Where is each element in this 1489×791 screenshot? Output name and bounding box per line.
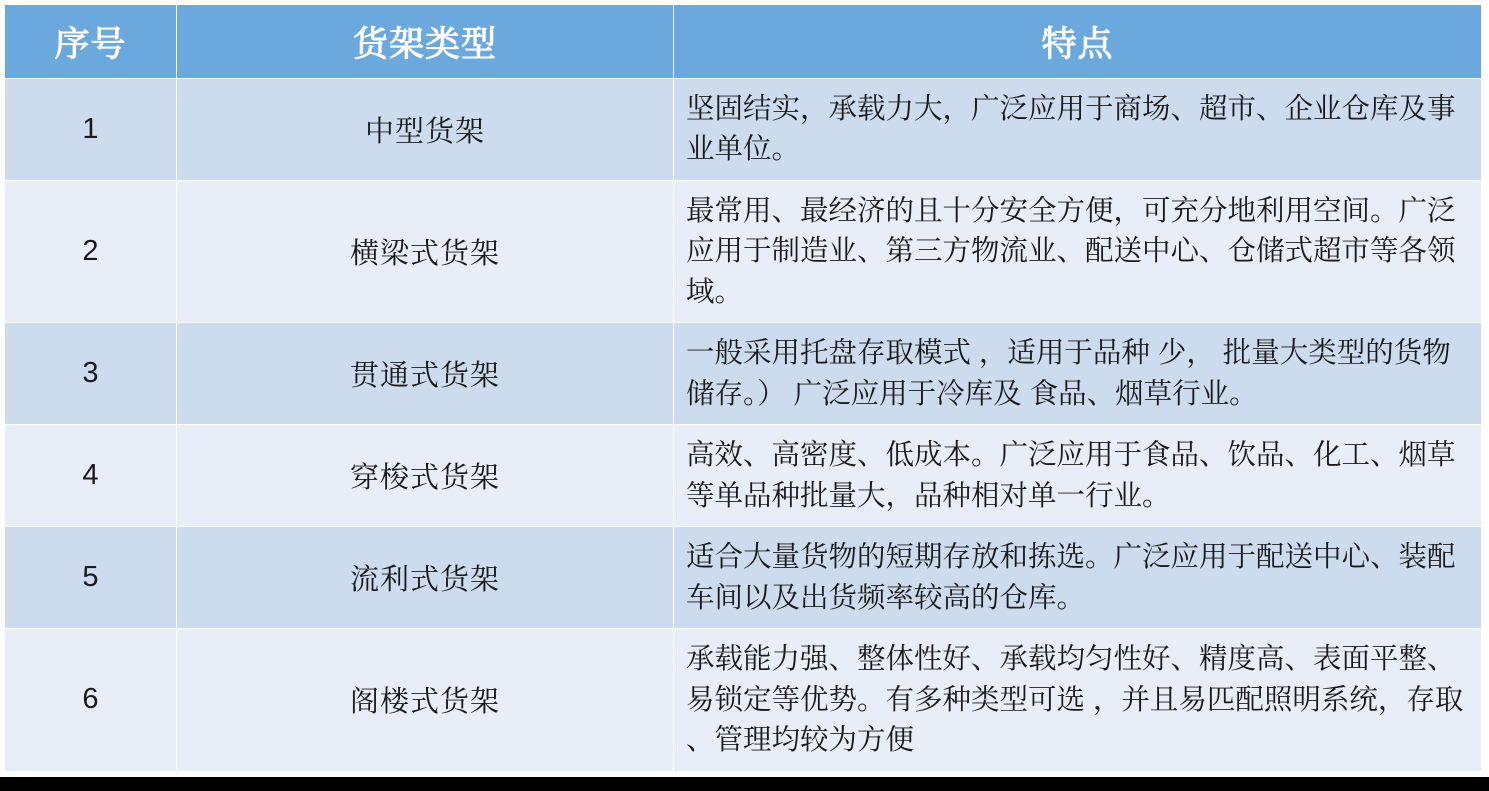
cell-feature: 坚固结实，承载力大，广泛应用于商场、超市、企业仓库及事业单位。 bbox=[674, 79, 1482, 181]
shelf-type-table bbox=[4, 4, 1482, 772]
document-page bbox=[0, 4, 1489, 791]
table-row bbox=[5, 629, 1482, 771]
column-header-type: 货架类型 bbox=[177, 5, 674, 79]
cell-no: 1 bbox=[5, 79, 177, 181]
cell-feature: 一般采用托盘存取模式 ，适用于品种 少， 批量大类型的货物储存。） 广泛应用于冷库及 食品、烟草行业。 bbox=[674, 323, 1482, 425]
table-row bbox=[5, 527, 1482, 629]
column-header-feature: 特点 bbox=[674, 5, 1482, 79]
cell-no: 4 bbox=[5, 425, 177, 527]
table-header-row bbox=[5, 5, 1482, 79]
cell-type: 穿梭式货架 bbox=[177, 425, 674, 527]
table-row bbox=[5, 180, 1482, 322]
cell-feature: 承载能力强、整体性好、承载均匀性好、精度高、表面平整、易锁定等优势。有多种类型可选 ，并且易匹配照明系统，存取 、管理均较为方便 bbox=[674, 629, 1482, 771]
table-body bbox=[5, 79, 1482, 772]
column-header-no: 序号 bbox=[5, 5, 177, 79]
table-row bbox=[5, 79, 1482, 181]
cell-no: 6 bbox=[5, 629, 177, 771]
cell-type: 流利式货架 bbox=[177, 527, 674, 629]
cell-feature: 高效、高密度、低成本。广泛应用于食品、饮品、化工、烟草等单品种批量大，品种相对单一行业。 bbox=[674, 425, 1482, 527]
table-row bbox=[5, 425, 1482, 527]
cell-no: 2 bbox=[5, 180, 177, 322]
table-row bbox=[5, 323, 1482, 425]
cell-type: 贯通式货架 bbox=[177, 323, 674, 425]
cell-feature: 适合大量货物的短期存放和拣选。广泛应用于配送中心、装配车间以及出货频率较高的仓库。 bbox=[674, 527, 1482, 629]
cell-type: 中型货架 bbox=[177, 79, 674, 181]
cell-no: 5 bbox=[5, 527, 177, 629]
bottom-black-bar bbox=[0, 777, 1489, 791]
cell-type: 阁楼式货架 bbox=[177, 629, 674, 771]
cell-type: 横梁式货架 bbox=[177, 180, 674, 322]
table-header bbox=[5, 5, 1482, 79]
cell-no: 3 bbox=[5, 323, 177, 425]
cell-feature: 最常用、最经济的且十分安全方便，可充分地利用空间。广泛应用于制造业、第三方物流业、配送中心、仓储式超市等各领域。 bbox=[674, 180, 1482, 322]
